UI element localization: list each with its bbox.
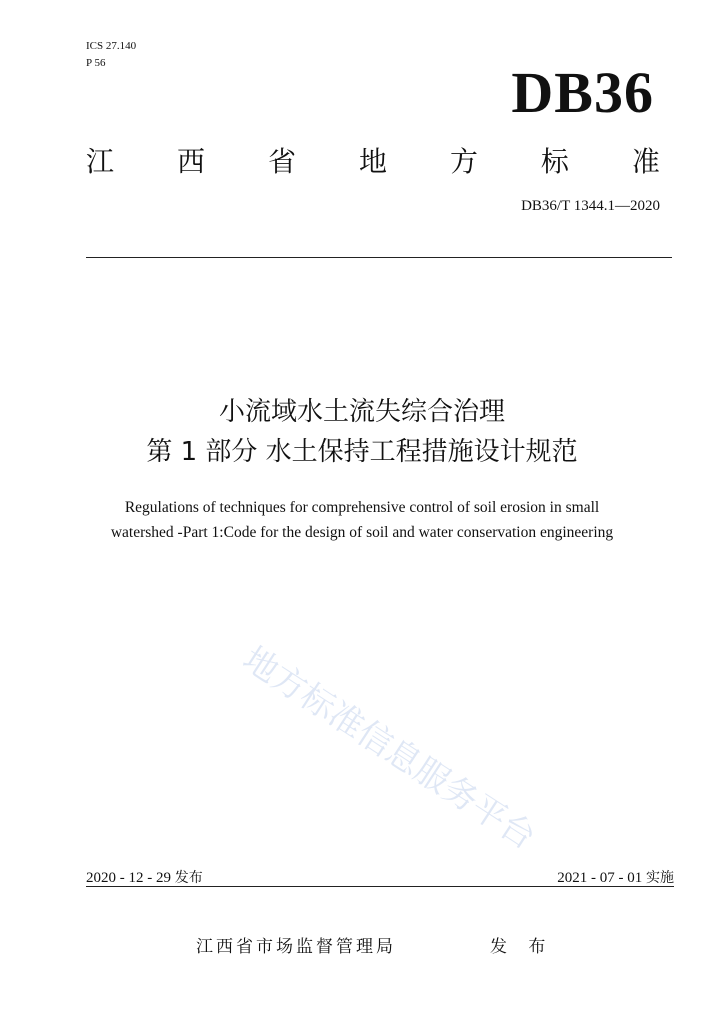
- ics-block: [86, 38, 136, 72]
- standard-type-heading: [86, 138, 660, 182]
- chinese-title: [0, 392, 724, 472]
- english-title-line-1: Regulations of techniques for comprehensive control of soil erosion in small: [124, 499, 600, 516]
- chinese-title-line-2: 第 1 部分 水土保持工程措施设计规范: [146, 437, 578, 467]
- english-title-line-2: watershed -Part 1:Code for the design of soil and water conservation engineering: [110, 524, 614, 541]
- standard-type-char: 标: [540, 145, 569, 178]
- standard-type-char: 西: [176, 145, 205, 178]
- issue-date-label: 发布: [174, 870, 203, 886]
- english-title: [60, 495, 664, 545]
- ics-code: ICS 27.140: [86, 40, 137, 52]
- issuing-authority: 江西省市场监督管理局: [196, 937, 396, 957]
- chinese-title-line-1: 小流域水土流失综合治理: [218, 397, 505, 427]
- implementation-date: [557, 867, 674, 887]
- bottom-divider: [86, 886, 674, 887]
- issue-date: [86, 867, 203, 887]
- standard-type-char: 准: [631, 145, 660, 178]
- standard-type-char: 地: [358, 145, 387, 178]
- implementation-date-value: 2021 - 07 - 01: [557, 870, 643, 886]
- issue-date-value: 2020 - 12 - 29: [86, 870, 171, 886]
- watermark: 地方标准信息服务平台: [235, 638, 543, 858]
- classification-code: P 56: [86, 57, 106, 69]
- standard-type-char: 方: [449, 145, 478, 178]
- standard-code-logo: DB36: [511, 60, 654, 125]
- standard-number: DB36/T 1344.1—2020: [521, 198, 660, 214]
- standard-type-char: 江: [86, 145, 115, 178]
- issue-word: 发 布: [490, 937, 554, 957]
- implementation-date-label: 实施: [646, 870, 674, 886]
- standard-type-char: 省: [267, 145, 296, 178]
- top-divider: [86, 257, 672, 258]
